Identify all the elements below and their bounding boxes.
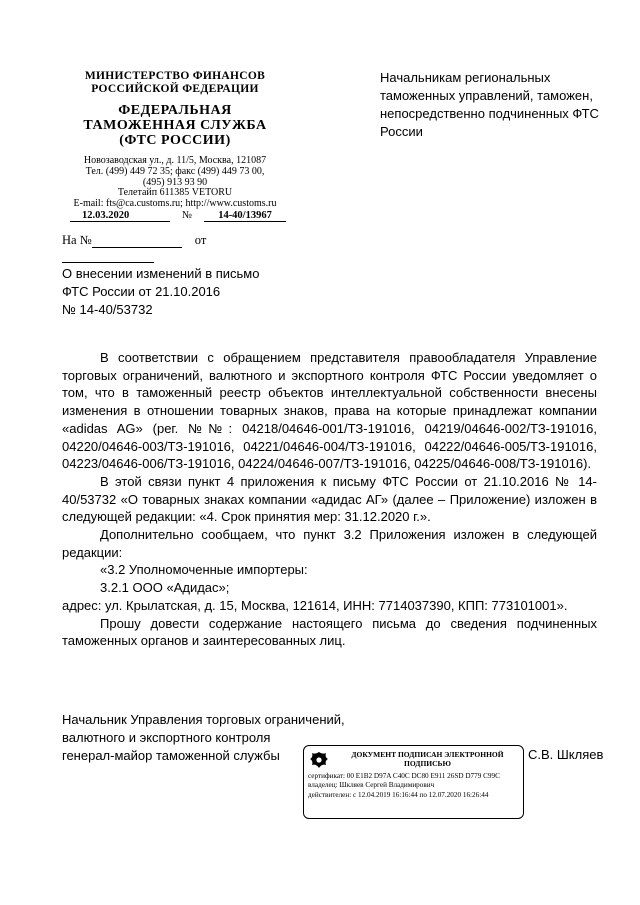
subject-line-3: № 14-40/53732 — [62, 302, 153, 317]
position-line-3: генерал-майор таможенной службы — [62, 748, 280, 763]
paragraph-5: 3.2.1 ООО «Адидас»; — [100, 580, 230, 596]
ministry-line-2: РОССИЙСКОЙ ФЕДЕРАЦИИ — [91, 82, 259, 95]
ministry-line-1: МИНИСТЕРСТВО ФИНАНСОВ — [84, 70, 266, 82]
registration-number: 14-40/13967 — [204, 210, 286, 222]
letterhead — [55, 70, 295, 210]
position-line-2: валютного и экспортного контроля — [62, 730, 271, 745]
paragraph-3: Дополнительно сообщаем, что пункт 3.2 Приложения изложен в следующей редакции: — [62, 527, 597, 560]
emblem-icon — [308, 750, 330, 770]
service-line-1: ФЕДЕРАЛЬНАЯ — [118, 103, 232, 118]
stamp-validity: действителен: с 12.04.2019 16:16:44 по 12.07.2020 16:26:44 — [308, 790, 489, 799]
contacts — [55, 156, 295, 210]
contact-phone: Тел. (499) 449 72 35; факс (499) 449 73 00, — [85, 165, 265, 177]
service-name — [55, 103, 295, 148]
subject-line-1: О внесении изменений в письмо — [62, 266, 260, 281]
na-blank — [92, 235, 182, 248]
service-line-2: ТАМОЖЕННАЯ СЛУЖБА — [83, 118, 267, 133]
reference-line — [62, 233, 297, 263]
subject — [62, 265, 322, 319]
number-sign: № — [182, 210, 193, 221]
ot-label: от — [194, 233, 207, 247]
stamp-owner: владелец: Шкляев Сергей Владимирович — [308, 781, 435, 790]
ot-blank — [62, 250, 154, 263]
contact-phone-2: (495) 913 93 90 — [142, 176, 208, 188]
registration-line — [70, 210, 295, 222]
signatory-name: С.В. Шкляев — [528, 747, 604, 762]
paragraph-7: Прошу довести содержание настоящего письма до сведения подчиненных таможенных органов и заинтересованных лиц. — [62, 615, 597, 649]
e-signature-stamp — [303, 745, 524, 819]
service-line-3: (ФТС РОССИИ) — [119, 133, 231, 148]
paragraph-2: В этой связи пункт 4 приложения к письму ФТС России от 21.10.2016 № 14-40/53732 «О товарных знаках компании «адидас АГ» (далее – Приложение) изложен в следующей редакции: «4. Срок принятия мер: 31.12.2020 г.». — [62, 473, 597, 525]
na-label: На № — [62, 233, 92, 247]
stamp-title: ДОКУМЕНТ ПОДПИСАН ЭЛЕКТРОННОЙ ПОДПИСЬЮ — [351, 750, 504, 768]
registration-date: 12.03.2020 — [70, 210, 170, 222]
paragraph-1: В соответствии с обращением представителя правообладателя Управление торговых ограничений, валютного и экспортного контроля ФТС России уведомляет о том, что в таможенный реестр объектов интеллектуальной собственности внесены изменения в отношении товарных знаков, права на которые принадлежат компании «adidas AG» (рег. №№: 04218/04646-001/ТЗ-191016, 04219/04646-002/ТЗ-191016, 04220/04646-003/ТЗ-191016, 04221/04646-004/ТЗ-191016, 04222/04646-005/ТЗ-191016, 04223/04646-006/ТЗ-191016, 04224/04646-007/ТЗ-191016, 04225/04646-008/ТЗ-191016). — [62, 350, 597, 472]
contact-address: Новозаводская ул., д. 11/5, Москва, 121087 — [83, 155, 267, 166]
letter-body — [62, 349, 597, 650]
addressee: Начальникам региональных таможенных управлений, таможен, непосредственно подчиненных ФТС России — [380, 70, 599, 139]
paragraph-4: «3.2 Уполномоченные импортеры: — [100, 562, 308, 578]
position-line-1: Начальник Управления торговых ограничений, — [62, 712, 345, 727]
contact-teletype: Телетайп 611385 VETORU — [117, 187, 233, 199]
paragraph-6: адрес: ул. Крылатская, д. 15, Москва, 121614, ИНН: 7714037390, КПП: 773101001». — [62, 597, 568, 613]
subject-line-2: ФТС России от 21.10.2016 — [62, 284, 221, 299]
ministry-name — [55, 70, 295, 95]
contact-email: E-mail: fts@ca.customs.ru; http://www.customs.ru — [73, 198, 277, 210]
stamp-certificate: сертификат: 00 E1B2 D97A C40C DC80 E911 26SD D779 C99C — [308, 772, 500, 780]
